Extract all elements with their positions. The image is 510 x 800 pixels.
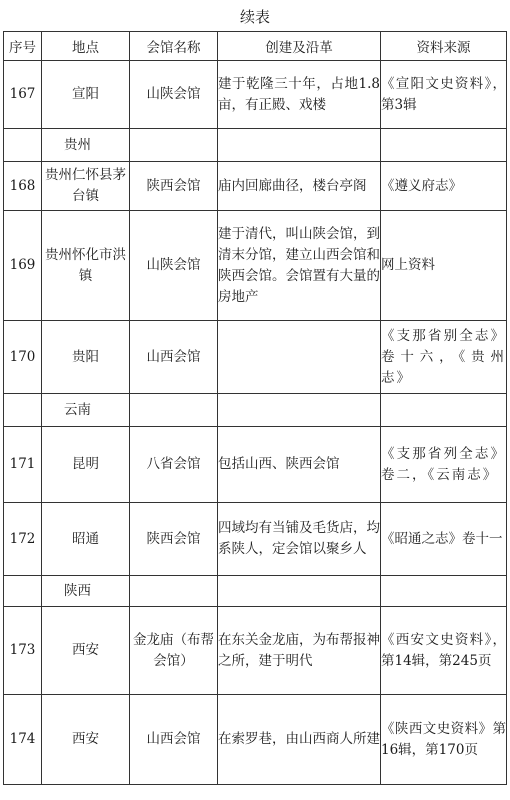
table-row	[4, 503, 507, 576]
row-history: 四域均有当铺及毛货店，均系陕人，定会馆以聚乡人	[218, 503, 381, 576]
province-row	[4, 576, 507, 607]
row-place: 贵州仁怀县茅台镇	[42, 162, 130, 211]
row-history: 建于清代，叫山陕会馆，到清末分馆，建立山西会馆和陕西会馆。会馆置有大量的房地产	[218, 211, 381, 321]
row-number: 172	[4, 503, 42, 576]
row-hall-name: 陕西会馆	[130, 503, 218, 576]
row-number	[4, 394, 42, 427]
row-hall-name: 山西会馆	[130, 321, 218, 394]
row-source: 网上资料	[381, 211, 507, 321]
row-source: 《西安文史资料》，第14辑，第245页	[381, 607, 507, 695]
column-header-history: 创建及沿革	[218, 32, 381, 61]
row-hall-name: 山陕会馆	[130, 61, 218, 129]
row-hall-name: 山西会馆	[130, 695, 218, 785]
column-header-source: 资料来源	[381, 32, 507, 61]
row-history: 庙内回廊曲径，楼台亭阁	[218, 162, 381, 211]
table-row	[4, 607, 507, 695]
row-history: 建于乾隆三十年，占地1.8亩，有正殿、戏楼	[218, 61, 381, 129]
row-number	[4, 576, 42, 607]
province-row	[4, 394, 507, 427]
row-hall-name: 八省会馆	[130, 427, 218, 503]
row-number: 174	[4, 695, 42, 785]
table-row	[4, 211, 507, 321]
row-hall-name: 山陕会馆	[130, 211, 218, 321]
row-source: 《昭通之志》卷十一	[381, 503, 507, 576]
row-place: 昆明	[42, 427, 130, 503]
row-number: 168	[4, 162, 42, 211]
row-place: 宣阳	[42, 61, 130, 129]
province-label: 云南	[42, 394, 130, 427]
row-place: 西安	[42, 607, 130, 695]
table-row	[4, 321, 507, 394]
column-header-place: 地点	[42, 32, 130, 61]
row-number: 167	[4, 61, 42, 129]
row-source: 《陕西文史资料》第16辑，第170页	[381, 695, 507, 785]
row-number: 171	[4, 427, 42, 503]
row-hall-name: 金龙庙（布帮会馆）	[130, 607, 218, 695]
row-source: 《遵义府志》	[381, 162, 507, 211]
row-number: 170	[4, 321, 42, 394]
guild-hall-table	[3, 31, 507, 785]
table-caption: 续表	[239, 8, 270, 26]
row-number: 173	[4, 607, 42, 695]
row-source: 《支那省别全志》卷十六，《贵州志》	[381, 321, 507, 394]
row-history: 包括山西、陕西会馆	[218, 427, 381, 503]
column-header-hall-name: 会馆名称	[130, 32, 218, 61]
table-row	[4, 427, 507, 503]
row-number	[4, 129, 42, 162]
row-history	[218, 321, 381, 394]
province-label: 陕西	[42, 576, 130, 607]
row-history: 在东关金龙庙，为布帮报神之所，建于明代	[218, 607, 381, 695]
table-row	[4, 61, 507, 129]
table-header-row	[4, 32, 507, 61]
table-row	[4, 162, 507, 211]
column-header-number: 序号	[4, 32, 42, 61]
row-hall-name: 陕西会馆	[130, 162, 218, 211]
row-place: 贵州怀化市洪镇	[42, 211, 130, 321]
row-place: 西安	[42, 695, 130, 785]
row-source: 《支那省列全志》卷二，《云南志》	[381, 427, 507, 503]
province-row	[4, 129, 507, 162]
row-history: 在索罗巷，由山西商人所建	[218, 695, 381, 785]
table-row	[4, 695, 507, 785]
row-place: 贵阳	[42, 321, 130, 394]
row-place: 昭通	[42, 503, 130, 576]
row-number: 169	[4, 211, 42, 321]
row-source: 《宣阳文史资料》，第3辑	[381, 61, 507, 129]
province-label: 贵州	[42, 129, 130, 162]
